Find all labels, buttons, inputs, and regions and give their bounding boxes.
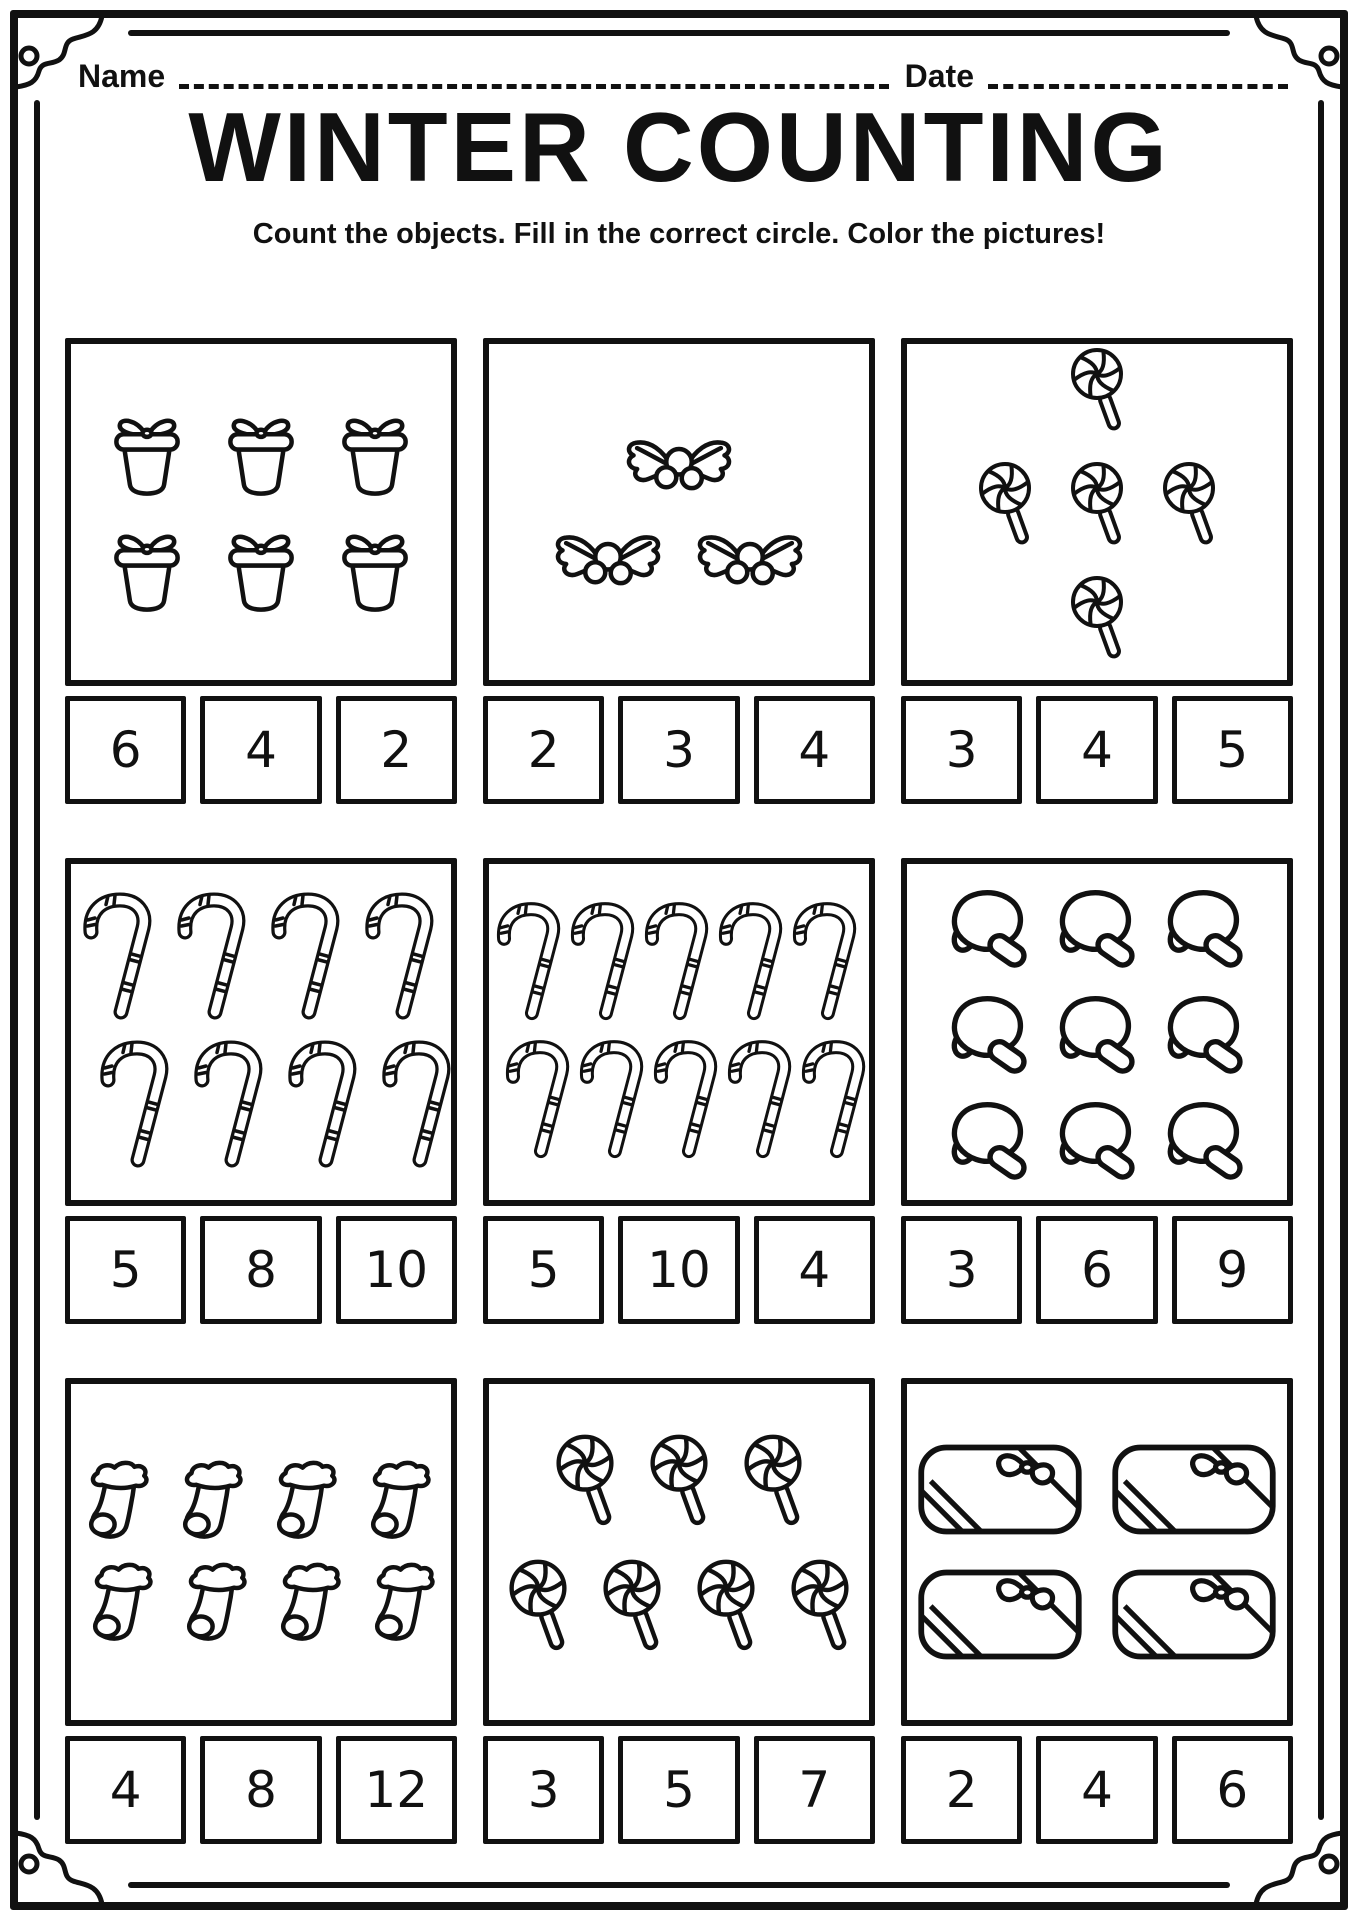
- candy-cane-icon: [169, 888, 259, 1028]
- wrapped-gift-icon: [916, 1437, 1084, 1542]
- icon-row: [494, 1553, 864, 1676]
- lollipop-icon: [1149, 456, 1229, 568]
- answer-value: 6: [109, 721, 142, 779]
- answer-value: 9: [1216, 1241, 1249, 1299]
- gift-box-icon: [330, 409, 420, 499]
- picture-box: [483, 858, 875, 1206]
- icon-row: [75, 1456, 447, 1546]
- answer-value: 4: [1081, 721, 1113, 779]
- icon-row: [1057, 570, 1137, 682]
- stocking-icon: [357, 1456, 447, 1546]
- problem-cell: [483, 338, 875, 804]
- answer-box[interactable]: [200, 1736, 321, 1844]
- answer-box[interactable]: [618, 696, 739, 804]
- picture-box: [65, 1378, 457, 1726]
- icon-row: [541, 1428, 817, 1551]
- lollipop-icon: [635, 1428, 723, 1551]
- stocking-icon: [267, 1558, 357, 1648]
- answer-box[interactable]: [1036, 696, 1157, 804]
- answer-options: [483, 696, 875, 804]
- answer-box[interactable]: [483, 696, 604, 804]
- icon-row: [916, 1562, 1278, 1667]
- answer-value: 8: [245, 1761, 277, 1819]
- icon-row: [1057, 342, 1137, 454]
- lollipop-icon: [682, 1553, 770, 1676]
- answer-box[interactable]: [1172, 1736, 1293, 1844]
- answer-value: 4: [798, 721, 831, 779]
- answer-options: [901, 1736, 1293, 1844]
- gift-box-icon: [216, 409, 306, 499]
- problem-cell: [483, 1378, 875, 1844]
- answer-options: [65, 1216, 457, 1324]
- answer-value: 3: [945, 721, 978, 779]
- answer-box[interactable]: [65, 696, 186, 804]
- answer-value: 3: [945, 1241, 978, 1299]
- answer-box[interactable]: [336, 1216, 457, 1324]
- problem-cell: [901, 338, 1293, 804]
- candy-cane-icon: [572, 1036, 656, 1166]
- mitten-icon: [938, 1089, 1040, 1187]
- lollipop-icon: [1057, 342, 1137, 454]
- answer-box[interactable]: [65, 1736, 186, 1844]
- mitten-icon: [1154, 877, 1256, 975]
- answer-options: [65, 1736, 457, 1844]
- answer-box[interactable]: [754, 1216, 875, 1324]
- candy-cane-icon: [794, 1036, 878, 1166]
- answer-options: [901, 696, 1293, 804]
- mitten-icon: [1046, 1089, 1148, 1187]
- mitten-icon: [938, 877, 1040, 975]
- answer-box[interactable]: [901, 1216, 1022, 1324]
- holly-berries-icon: [615, 419, 743, 510]
- lollipop-icon: [729, 1428, 817, 1551]
- picture-box: [901, 858, 1293, 1206]
- candy-cane-icon: [711, 898, 795, 1028]
- picture-box: [65, 338, 457, 686]
- problem-cell: [65, 1378, 457, 1844]
- right-accent-line: [1318, 100, 1324, 1820]
- gift-box-icon: [216, 525, 306, 615]
- wrapped-gift-icon: [916, 1562, 1084, 1667]
- icon-row: [505, 1036, 871, 1166]
- lollipop-icon: [494, 1553, 582, 1676]
- candy-cane-icon: [186, 1036, 276, 1176]
- holly-berries-icon: [686, 514, 814, 605]
- answer-value: 4: [109, 1761, 142, 1819]
- answer-value: 8: [245, 1241, 277, 1299]
- answer-box[interactable]: [1172, 696, 1293, 804]
- answer-box[interactable]: [200, 696, 321, 804]
- answer-box[interactable]: [618, 1736, 739, 1844]
- answer-box[interactable]: [618, 1216, 739, 1324]
- date-label: Date: [904, 58, 974, 94]
- icon-row: [938, 1089, 1256, 1187]
- answer-value: 6: [1216, 1761, 1249, 1819]
- problem-cell: [65, 338, 457, 804]
- answer-box[interactable]: [336, 696, 457, 804]
- problem-cell: [901, 858, 1293, 1324]
- stocking-icon: [173, 1558, 263, 1648]
- answer-box[interactable]: [483, 1216, 604, 1324]
- answer-value: 10: [647, 1241, 711, 1299]
- name-label: Name: [78, 58, 166, 94]
- stocking-icon: [169, 1456, 259, 1546]
- icon-row: [916, 1437, 1278, 1542]
- picture-box: [483, 1378, 875, 1726]
- answer-value: 6: [1081, 1241, 1113, 1299]
- candy-cane-icon: [720, 1036, 804, 1166]
- answer-options: [483, 1216, 875, 1324]
- answer-box[interactable]: [200, 1216, 321, 1324]
- answer-box[interactable]: [901, 696, 1022, 804]
- answer-value: 4: [798, 1241, 831, 1299]
- icon-row: [79, 1558, 451, 1648]
- picture-box: [483, 338, 875, 686]
- lollipop-icon: [541, 1428, 629, 1551]
- icon-row: [496, 898, 862, 1028]
- lollipop-icon: [776, 1553, 864, 1676]
- holly-berries-icon: [544, 514, 672, 605]
- mitten-icon: [1154, 983, 1256, 1081]
- answer-value: 5: [527, 1241, 560, 1299]
- icon-row: [938, 983, 1256, 1081]
- gift-box-icon: [330, 525, 420, 615]
- answer-box[interactable]: [1036, 1216, 1157, 1324]
- answer-box[interactable]: [1172, 1216, 1293, 1324]
- answer-box[interactable]: [901, 1736, 1022, 1844]
- answer-value: 2: [380, 721, 413, 779]
- lollipop-icon: [588, 1553, 676, 1676]
- picture-box: [65, 858, 457, 1206]
- gift-box-icon: [102, 525, 192, 615]
- candy-cane-icon: [280, 1036, 370, 1176]
- picture-box: [901, 1378, 1293, 1726]
- answer-value: 4: [1081, 1761, 1113, 1819]
- problem-cell: [65, 858, 457, 1324]
- mitten-icon: [1046, 983, 1148, 1081]
- page-title: WINTER COUNTING: [188, 92, 1170, 202]
- answer-value: 2: [945, 1761, 978, 1819]
- answer-options: [483, 1736, 875, 1844]
- answer-value: 4: [245, 721, 277, 779]
- problem-cell: [483, 858, 875, 1324]
- lollipop-icon: [965, 456, 1045, 568]
- answer-options: [65, 696, 457, 804]
- candy-cane-icon: [75, 888, 165, 1028]
- answer-value: 3: [663, 721, 695, 779]
- icon-row: [102, 525, 420, 615]
- candy-cane-icon: [498, 1036, 582, 1166]
- answer-box[interactable]: [65, 1216, 186, 1324]
- mitten-icon: [938, 983, 1040, 1081]
- problems-grid: [65, 338, 1293, 1898]
- wrapped-gift-icon: [1110, 1562, 1278, 1667]
- answer-value: 7: [798, 1761, 831, 1819]
- candy-cane-icon: [374, 1036, 464, 1176]
- top-accent-line: [128, 30, 1230, 36]
- answer-options: [901, 1216, 1293, 1324]
- answer-value: 5: [109, 1241, 142, 1299]
- icon-row: [615, 419, 743, 510]
- candy-cane-icon: [646, 1036, 730, 1166]
- icon-row: [92, 1036, 464, 1176]
- stocking-icon: [75, 1456, 165, 1546]
- stocking-icon: [361, 1558, 451, 1648]
- stocking-icon: [263, 1456, 353, 1546]
- left-accent-line: [34, 100, 40, 1820]
- answer-value: 2: [527, 721, 560, 779]
- icon-row: [965, 456, 1229, 568]
- answer-box[interactable]: [336, 1736, 457, 1844]
- stocking-icon: [79, 1558, 169, 1648]
- date-input-line[interactable]: [988, 50, 1288, 89]
- answer-value: 10: [364, 1241, 429, 1299]
- lollipop-icon: [1057, 456, 1137, 568]
- picture-box: [901, 338, 1293, 686]
- answer-box[interactable]: [1036, 1736, 1157, 1844]
- mitten-icon: [1154, 1089, 1256, 1187]
- icon-row: [544, 514, 814, 605]
- candy-cane-icon: [637, 898, 721, 1028]
- answer-box[interactable]: [483, 1736, 604, 1844]
- candy-cane-icon: [785, 898, 869, 1028]
- gift-box-icon: [102, 409, 192, 499]
- answer-box[interactable]: [754, 1736, 875, 1844]
- candy-cane-icon: [489, 898, 573, 1028]
- icon-row: [75, 888, 447, 1028]
- lollipop-icon: [1057, 570, 1137, 682]
- answer-value: 5: [1216, 721, 1249, 779]
- answer-value: 3: [527, 1761, 560, 1819]
- answer-value: 12: [364, 1761, 429, 1819]
- candy-cane-icon: [563, 898, 647, 1028]
- candy-cane-icon: [92, 1036, 182, 1176]
- icon-row: [102, 409, 420, 499]
- candy-cane-icon: [357, 888, 447, 1028]
- wrapped-gift-icon: [1110, 1437, 1278, 1542]
- name-input-line[interactable]: [179, 50, 888, 89]
- icon-row: [938, 877, 1256, 975]
- candy-cane-icon: [263, 888, 353, 1028]
- answer-box[interactable]: [754, 696, 875, 804]
- header-row: [78, 50, 1288, 95]
- problem-cell: [901, 1378, 1293, 1844]
- mitten-icon: [1046, 877, 1148, 975]
- answer-value: 5: [663, 1761, 695, 1819]
- instructions: Count the objects. Fill in the correct circle. Color the pictures!: [252, 218, 1106, 250]
